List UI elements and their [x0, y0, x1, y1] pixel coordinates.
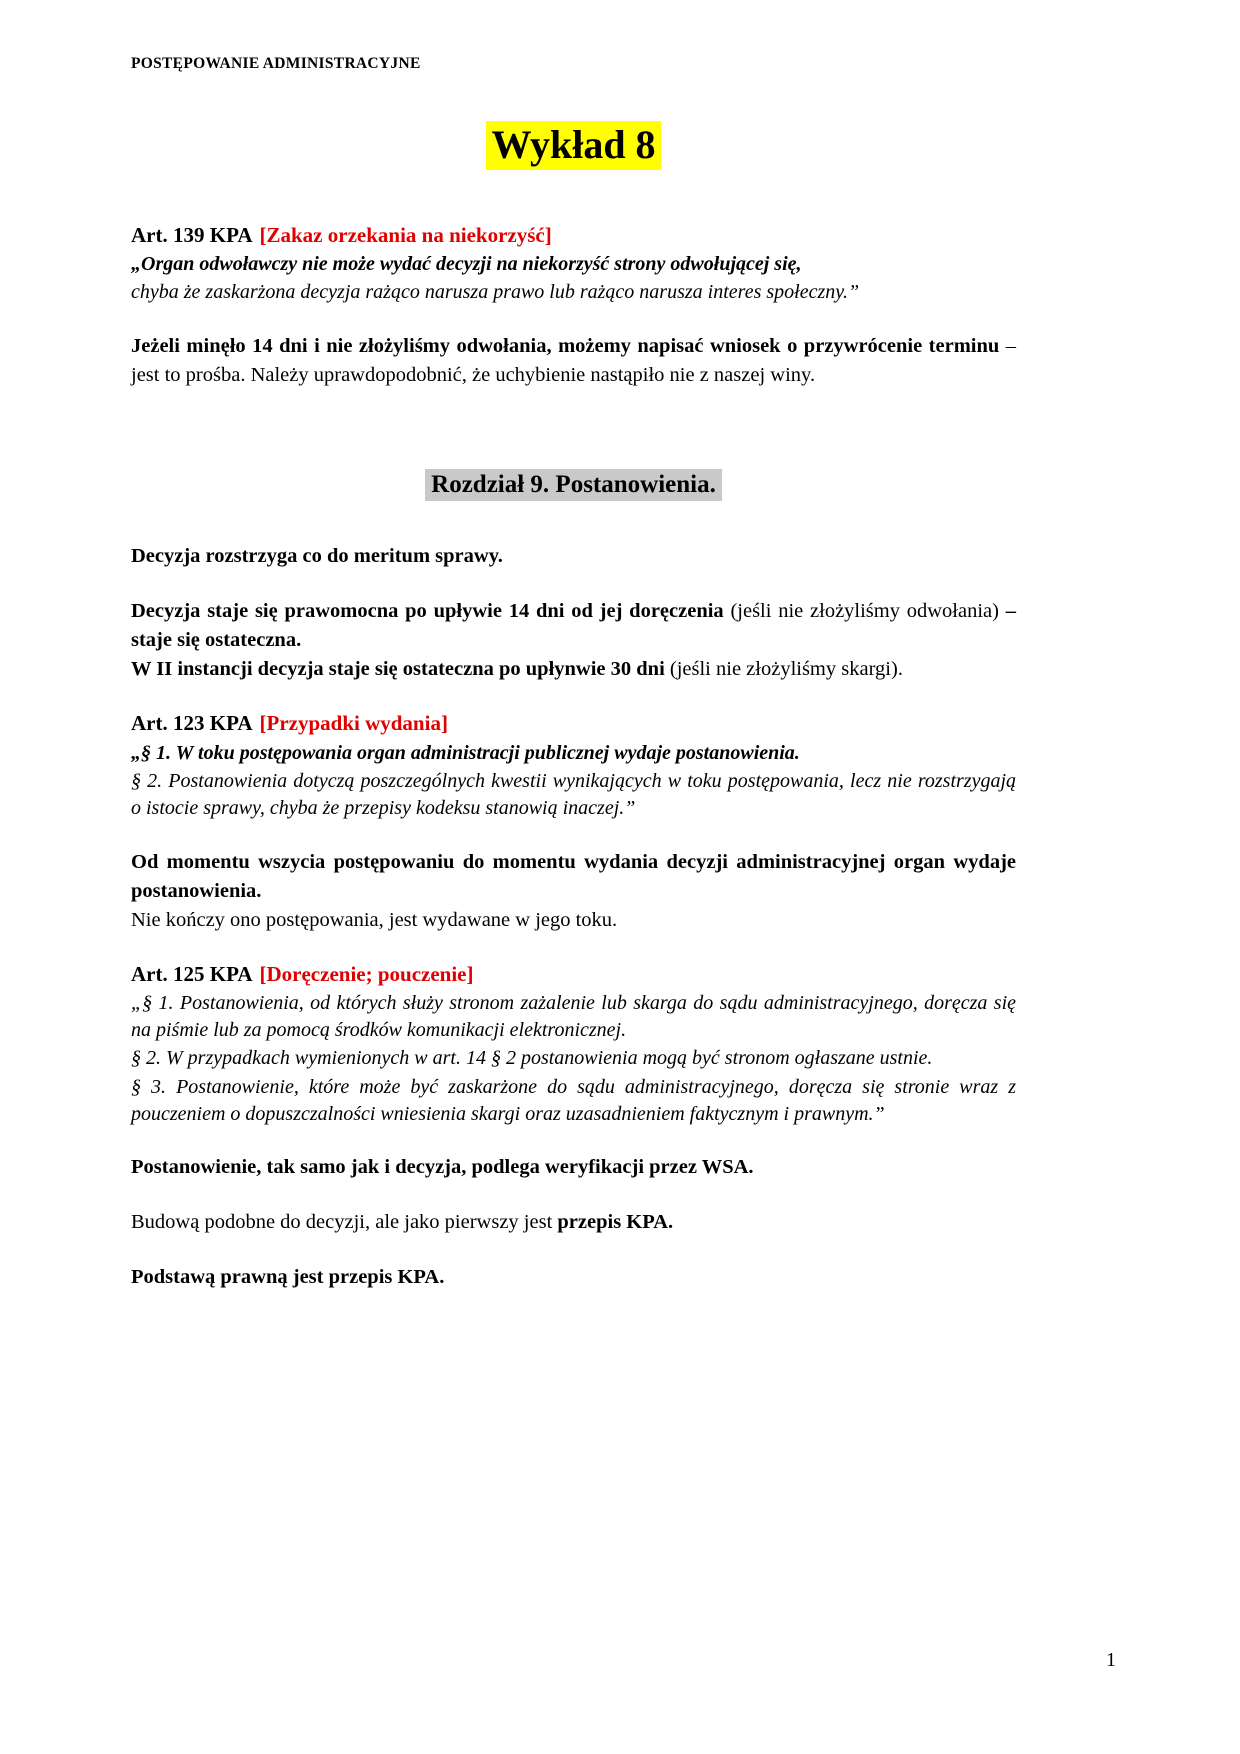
- article-139-quote-line2: chyba że zaskarżona decyzja rażąco narusza prawo lub rażąco narusza interes społeczny.”: [131, 281, 860, 304]
- paragraph-budowa: [131, 1208, 1016, 1237]
- page-content: [131, 55, 1016, 1292]
- article-heading-139: [131, 222, 1016, 249]
- ii-instancja-bold: W II instancji decyzja staje się ostateczna po upłynwie 30 dni: [131, 658, 665, 681]
- note-termin-bold: Jeżeli minęło 14 dni i nie złożyliśmy odwołania, możemy napisać wniosek o przywrócenie terminu: [131, 335, 1000, 358]
- article-125-par2: § 2. W przypadkach wymienionych w art. 14 § 2 postanowienia mogą być stronom ogłaszane ustnie.: [131, 1047, 933, 1070]
- budowa-bold: przepis KPA.: [557, 1211, 674, 1234]
- article-heading-125: [131, 961, 1016, 988]
- article-tag-123: [Przypadki wydania]: [259, 711, 448, 736]
- article-125-par3: § 3. Postanowienie, które może być zaskarżone do sądu administracyjnego, doręcza się stronie wraz z pouczeniem o dopuszczalności wniesienia skargi oraz uzasadnieniem faktycznym i prawnym.”: [131, 1075, 1016, 1125]
- note-przywrocenie-terminu: [131, 332, 1016, 390]
- paragraph-prawomocnosc: [131, 597, 1016, 655]
- ii-instancja-normal: (jeśli nie złożyliśmy skargi).: [664, 658, 903, 681]
- prawomocnosc-normal-1: (jeśli nie złożyliśmy odwołania): [723, 600, 999, 623]
- paragraph-od-momentu-wszczecia: Od momentu wszycia postępowaniu do momentu wydania decyzji administracyjnej organ wydaje postanowienia.: [131, 850, 1016, 902]
- chapter-heading-text: Rozdział 9. Postanowienia.: [425, 469, 722, 501]
- page-title-text: Wykład 8: [486, 121, 660, 170]
- article-tag-139: [Zakaz orzekania na niekorzyść]: [259, 222, 552, 247]
- article-heading-123: [131, 710, 1016, 737]
- article-139-quote-line1: „Organ odwoławczy nie może wydać decyzji na niekorzyść strony odwołującej się,: [131, 252, 802, 275]
- paragraph-decyzja-meritum: Decyzja rozstrzyga co do meritum sprawy.: [131, 545, 503, 568]
- chapter-heading: [131, 468, 1016, 502]
- prawomocnosc-bold-1: Decyzja staje się prawomocna po upływie 14 dni od jej doręczenia: [131, 600, 724, 623]
- note-termin-normal: – jest to prośba. Należy uprawdopodobnić, że uchybienie nastąpiło nie z naszej winy.: [131, 335, 1016, 387]
- paragraph-ii-instancja: [131, 655, 1016, 684]
- article-number-139: Art. 139 KPA: [131, 222, 253, 247]
- article-number-123: Art. 123 KPA: [131, 711, 253, 736]
- paragraph-nie-konczy: Nie kończy ono postępowania, jest wydawane w jego toku.: [131, 908, 618, 931]
- article-number-125: Art. 125 KPA: [131, 961, 253, 986]
- page-title: [131, 122, 1016, 168]
- article-125-par1: „§ 1. Postanowienia, od których służy stronom zażalenie lub skarga do sądu administracyjnego, doręcza się na piśmie lub za pomocą środków komunikacji elektronicznej.: [131, 992, 1016, 1041]
- paragraph-wsa: Postanowienie, tak samo jak i decyzja, podlega weryfikacji przez WSA.: [131, 1156, 754, 1179]
- prawomocnosc-bold-2: – staje się ostateczna.: [131, 600, 1017, 652]
- article-tag-125: [Doręczenie; pouczenie]: [259, 961, 474, 986]
- paragraph-podstawa-prawna: Podstawą prawną jest przepis KPA.: [131, 1266, 445, 1289]
- running-header: POSTĘPOWANIE ADMINISTRACYJNE: [131, 55, 421, 72]
- article-123-par1: „§ 1. W toku postępowania organ administracji publicznej wydaje postanowienia.: [131, 741, 800, 764]
- page-number: 1: [1106, 1649, 1116, 1671]
- article-123-par2: § 2. Postanowienia dotyczą poszczególnych kwestii wynikających w toku postępowania, lecz nie rozstrzygają o istocie sprawy, chyba że przepisy kodeksu stanowią inaczej.”: [131, 770, 1016, 819]
- budowa-normal: Budową podobne do decyzji, ale jako pierwszy jest: [131, 1211, 558, 1234]
